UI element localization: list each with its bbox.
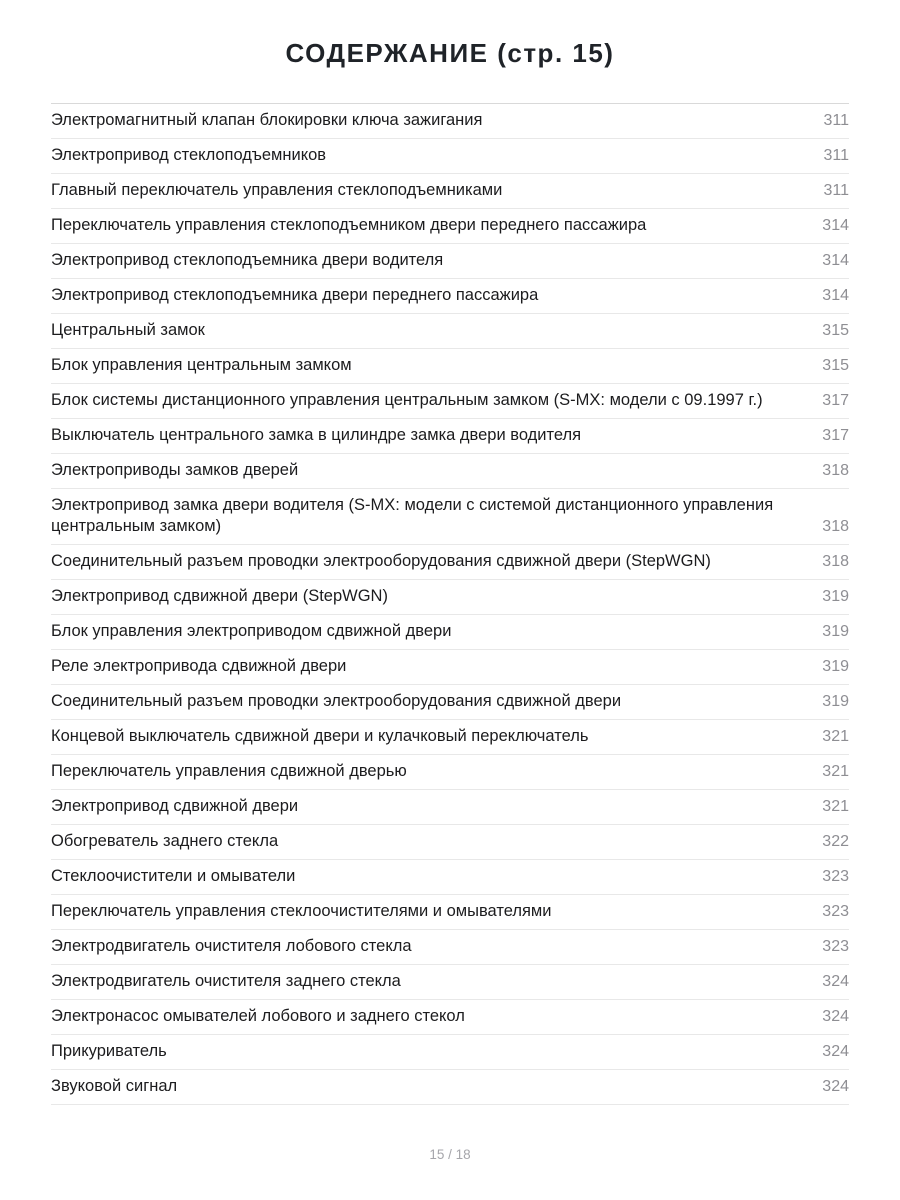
toc-row [51, 790, 849, 825]
toc-entry-label: Блок управления центральным замком [51, 356, 352, 374]
toc-entry-label: Прикуриватель [51, 1042, 167, 1060]
toc-entry-label: Соединительный разъем проводки электрооборудования сдвижной двери [51, 692, 622, 710]
toc-row [51, 825, 849, 860]
toc-row [51, 384, 849, 419]
toc-row [51, 720, 849, 755]
toc-entry-label: Электропривод стеклоподъемников [51, 146, 327, 164]
toc-entry-page: 315 [822, 357, 849, 374]
toc-entry-page: 323 [822, 868, 849, 885]
page-footer: 15 / 18 [429, 1147, 471, 1162]
toc-entry-page: 311 [823, 112, 849, 129]
toc-entry-page: 318 [822, 518, 849, 535]
toc-row [51, 1070, 849, 1105]
toc-row [51, 615, 849, 650]
toc-entry-label: Электропривод стеклоподъемника двери водителя [51, 251, 444, 269]
toc-entry-page: 319 [822, 623, 849, 640]
toc-entry-label: Электронасос омывателей лобового и заднего стекол [51, 1007, 465, 1025]
toc-row [51, 965, 849, 1000]
toc-entry-label: Электропривод стеклоподъемника двери переднего пассажира [51, 286, 539, 304]
toc-row [51, 1035, 849, 1070]
toc-entry-label: Переключатель управления стеклоподъемником двери переднего пассажира [51, 216, 647, 234]
toc-row [51, 419, 849, 454]
toc-row [51, 279, 849, 314]
toc-entry-label: Реле электропривода сдвижной двери [51, 657, 347, 675]
toc-entry-label: Стеклоочистители и омыватели [51, 867, 296, 885]
toc-row [51, 930, 849, 965]
toc-row [51, 755, 849, 790]
toc-entry-label: Электромагнитный клапан блокировки ключа зажигания [51, 111, 483, 129]
toc-row [51, 895, 849, 930]
toc-row [51, 314, 849, 349]
toc-row [51, 104, 849, 139]
toc-entry-page: 315 [822, 322, 849, 339]
toc-row [51, 454, 849, 489]
toc-entry-page: 324 [822, 1078, 849, 1095]
toc-entry-page: 311 [823, 182, 849, 199]
toc-entry-page: 323 [822, 903, 849, 920]
toc-entry-label: Центральный замок [51, 321, 205, 339]
toc-entry-label: Электроприводы замков дверей [51, 461, 299, 479]
toc-entry-page: 318 [822, 462, 849, 479]
toc-entry-page: 319 [822, 693, 849, 710]
toc-entry-label: Звуковой сигнал [51, 1077, 178, 1095]
toc-entry-label: Переключатель управления сдвижной дверью [51, 762, 407, 780]
toc-row [51, 685, 849, 720]
page-title: СОДЕРЖАНИЕ (стр. 15) [285, 38, 615, 68]
toc-entry-page: 319 [822, 658, 849, 675]
toc-entry-label: Блок управления электроприводом сдвижной двери [51, 622, 452, 640]
toc-entry-page: 311 [823, 147, 849, 164]
toc-entry-label: Электропривод замка двери водителя (S-MX: модели с системой дистанционного управления центральным замком) [51, 496, 774, 535]
toc-entry-label: Переключатель управления стеклоочистителями и омывателями [51, 902, 552, 920]
toc-row [51, 545, 849, 580]
toc-entry-page: 317 [822, 427, 849, 444]
toc-row [51, 489, 849, 545]
toc-entry-label: Электродвигатель очистителя лобового стекла [51, 937, 412, 955]
toc-entry-label: Главный переключатель управления стеклоподъемниками [51, 181, 503, 199]
toc-entry-page: 324 [822, 1008, 849, 1025]
toc-entry-page: 314 [822, 217, 849, 234]
toc-entry-label: Соединительный разъем проводки электрооборудования сдвижной двери (StepWGN) [51, 552, 711, 570]
toc-row [51, 209, 849, 244]
toc-row [51, 1000, 849, 1035]
toc-entry-page: 321 [822, 763, 849, 780]
toc-entry-page: 324 [822, 1043, 849, 1060]
toc-row [51, 580, 849, 615]
toc-row [51, 860, 849, 895]
toc-entry-page: 321 [822, 728, 849, 745]
toc-entry-page: 319 [822, 588, 849, 605]
toc-row [51, 139, 849, 174]
toc-entry-label: Электропривод сдвижной двери [51, 797, 299, 815]
toc-entry-label: Обогреватель заднего стекла [51, 832, 279, 850]
toc-entry-page: 323 [822, 938, 849, 955]
toc-list [51, 104, 849, 1105]
toc-entry-page: 314 [822, 252, 849, 269]
toc-row [51, 349, 849, 384]
toc-entry-label: Электропривод сдвижной двери (StepWGN) [51, 587, 388, 605]
toc-entry-label: Выключатель центрального замка в цилиндре замка двери водителя [51, 426, 582, 444]
toc-entry-page: 321 [822, 798, 849, 815]
toc-row [51, 650, 849, 685]
toc-entry-page: 322 [822, 833, 849, 850]
toc-entry-page: 324 [822, 973, 849, 990]
toc-entry-page: 317 [822, 392, 849, 409]
toc-row [51, 244, 849, 279]
toc-entry-page: 314 [822, 287, 849, 304]
toc-row [51, 174, 849, 209]
toc-entry-page: 318 [822, 553, 849, 570]
toc-entry-label: Блок системы дистанционного управления центральным замком (S-MX: модели с 09.1997 г.) [51, 391, 763, 409]
toc-entry-label: Концевой выключатель сдвижной двери и кулачковый переключатель [51, 727, 589, 745]
toc-entry-label: Электродвигатель очистителя заднего стекла [51, 972, 401, 990]
